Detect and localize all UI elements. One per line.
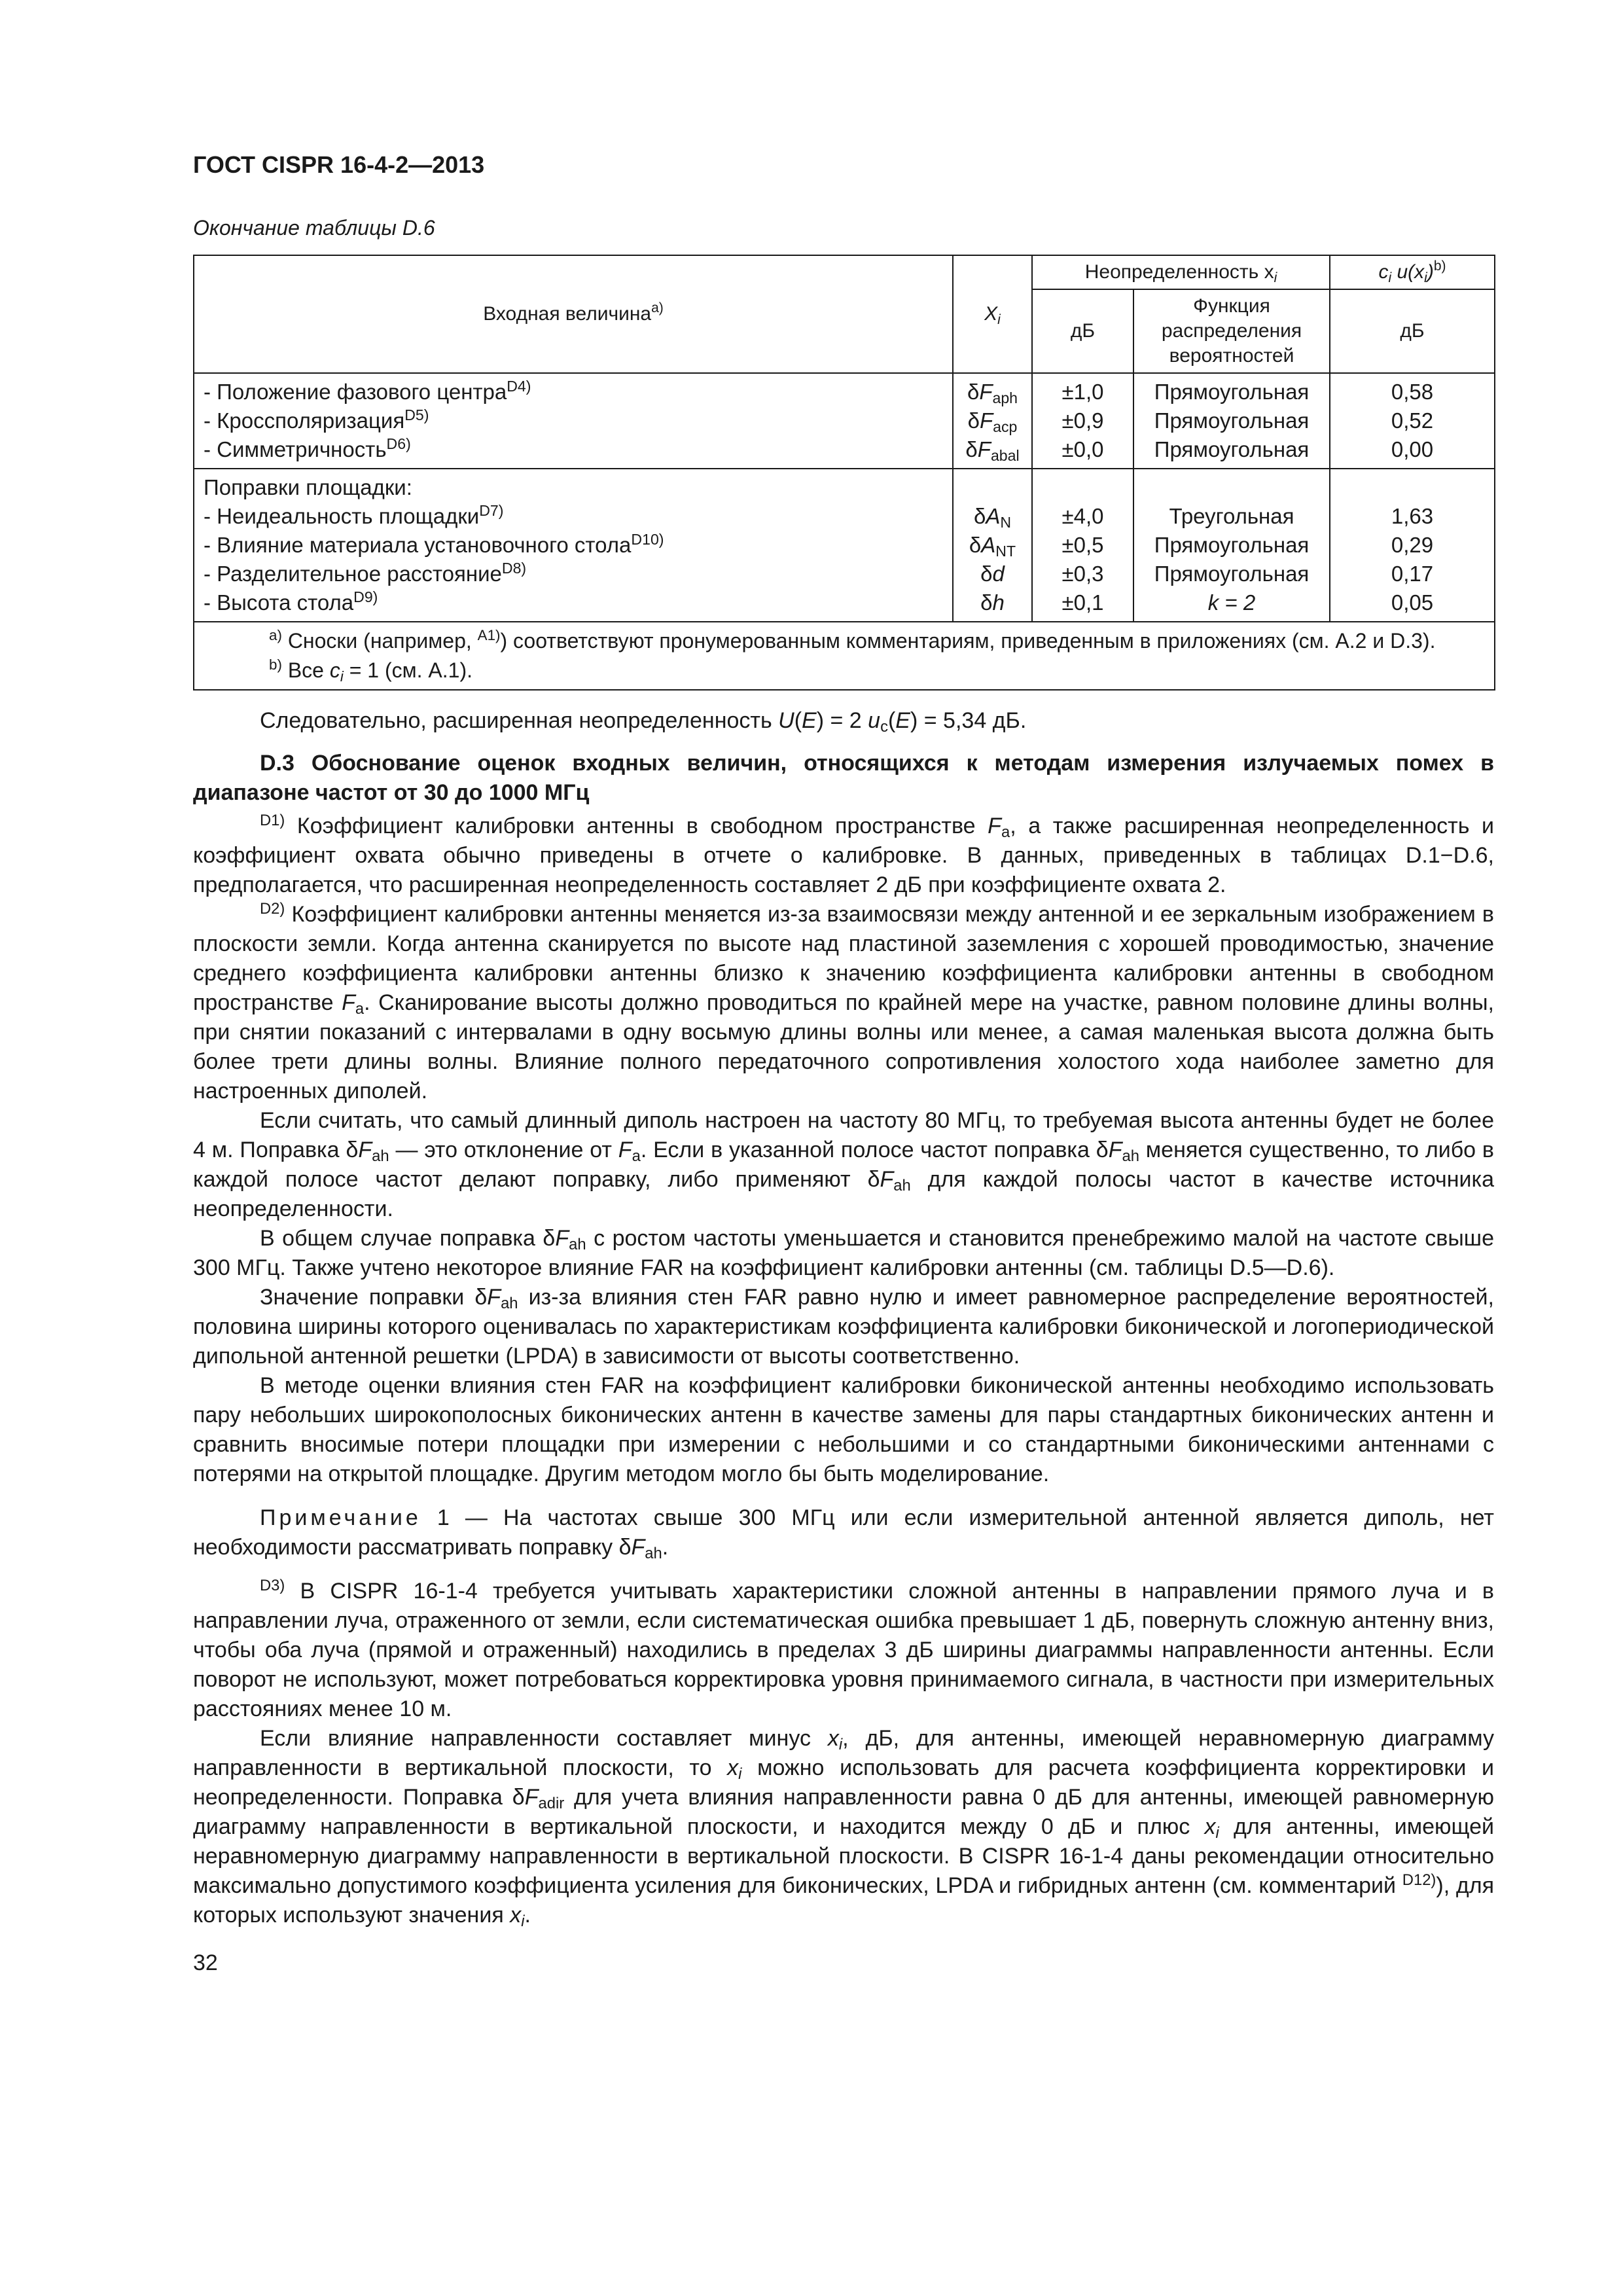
row-ci: 1,63 [1391, 504, 1434, 528]
row-value: ±1,0 [1061, 380, 1104, 404]
group2-ci [1330, 469, 1495, 622]
group1-ci [1330, 373, 1495, 469]
header-distribution: Функция распределения вероятностей [1133, 289, 1330, 373]
paragraph-dipole: Если считать, что самый длинный диполь настроен на частоту 80 МГц, то требуемая высота антенны будет не более 4 м. Поправка $\delta F_{ah}$ — это отклонение от $F_a$. Если в указанной полосе частот поправка $\delta F_{ah}$ меняется существенно, то либо в каждой полосе частот делают поправку, либо применяют $\delta F_{ah}$ для каждой полосы частот в качестве источника неопределенности. [193, 1108, 1494, 1221]
group2-labels [194, 469, 953, 622]
expanded-uncertainty-statement: Следовательно, расширенная неопределенность U(E) = 2 $u_c(E) = 5,34$ дБ. [260, 708, 1027, 736]
header-xi: $X_i$ [953, 255, 1032, 373]
table-row-group-site [194, 469, 1495, 622]
page-number: 32 [193, 1950, 218, 1975]
row-distribution: Прямоугольная [1154, 380, 1310, 404]
row-symbol: $\delta F_{aph}$ [967, 380, 1018, 406]
table-footnotes [194, 622, 1495, 690]
group-title: Поправки площадки: [204, 475, 412, 499]
paragraph-directivity: Если влияние направленности составляет минус $x_i$, дБ, для антенны, имеющей неравномерную диаграмму направленности в вертикальной плоскости, то $x_i$ можно использовать для расчета коэффициента корректировки и неопределенности. Поправка $\delta F_{adir}$ для учета влияния направленности равна 0 дБ для антенны, имеющей равномерную диаграмму направленности в вертикальной плоскости, и находится между 0 дБ и плюс $x_i$ для антенны, имеющей неравномерную диаграмму направленности в вертикальной плоскости. В CISPR 16-1-4 даны рекомендации относительно максимально допустимого коэффициента усиления для биконических, LPDA и гибридных антенн (см. комментарий $^{D12)}$), для которых используют значения $x_i$. [193, 1726, 1494, 1930]
header-input: Входная величина$^{a)}$ [194, 255, 953, 373]
header-db-ci: дБ [1330, 289, 1495, 373]
header-ciu: $c_i$ $u(x_i)^{b)}$ [1330, 255, 1495, 289]
group1-distributions [1133, 373, 1330, 469]
header-db: дБ [1032, 289, 1133, 373]
row-ci: 0,05 [1391, 590, 1434, 615]
row-value: ±0,0 [1061, 437, 1104, 461]
row-ci: 0,52 [1391, 408, 1434, 433]
row-value: ±0,1 [1061, 590, 1104, 615]
section-heading-d3: D.3 Обоснование оценок входных величин, относящихся к методам измерения излучаемых помех в диапазоне частот от 30 до 1000 МГц [193, 751, 1494, 805]
row-value: ±0,5 [1061, 533, 1104, 557]
row-symbol: δd [980, 562, 1005, 586]
row-distribution: k = 2 [1207, 590, 1256, 615]
footnote-a: $^{a)}$ Сноски (например, $^{A1)}$) соответствуют пронумерованным комментариям, приведенным в приложениях (см. A.2 и D.3). [269, 627, 1436, 653]
row-label: - Кроссполяризация$^{D5)}$ [204, 406, 429, 433]
row-distribution: Прямоугольная [1154, 562, 1310, 586]
comment-d1: $^{D1)}$ Коэффициент калибровки антенны в свободном пространстве $F_a$, а также расширенная неопределенность и коэффициент охвата обычно приведены в отчете о калибровке. В данных, приведенных в таблицах D.1−D.6, предполагается, что расширенная неопределенность составляет 2 дБ при коэффициенте охвата 2. [193, 812, 1494, 897]
row-label: - Влияние материала установочного стола$^{D10)}$ [204, 531, 664, 557]
row-ci: 0,17 [1391, 562, 1434, 586]
document-page [193, 149, 1494, 1978]
row-ci: 0,00 [1391, 437, 1434, 461]
comment-d3: $^{D3)}$ В CISPR 16-1-4 требуется учитывать характеристики сложной антенны в направлении прямого луча и в направлении луча, отраженного от земли, если систематическая ошибка превышает 1 дБ, повернуть сложную антенну вниз, чтобы оба луча (прямой и отраженный) находились в пределах 3 дБ ширины диаграммы направленности антенны. Если поворот не используют, может потребоваться корректировка уровня принимаемого сигнала, в частности при измерительных расстояниях менее 10 м. [193, 1577, 1494, 1721]
group2-distributions [1133, 469, 1330, 622]
header-uncertainty: Неопределенность $x_i$ [1032, 255, 1330, 289]
row-symbol: $\delta A_{NT}$ [969, 533, 1016, 560]
table-footnotes-row [194, 622, 1495, 690]
group2-values [1032, 469, 1133, 622]
row-symbol: $\delta F_{acp}$ [967, 408, 1018, 435]
group1-symbols [953, 373, 1032, 469]
paragraph-method: В методе оценки влияния стен FAR на коэффициент калибровки биконической антенны необходимо использовать пару небольших широкополосных биконических антенн в качестве замены для пары стандартных биконических антенн и сравнить вносимые потери площадки при измерении с небольшими и со стандартными биконическими антеннами с потерями на открытой площадке. Другим методом могло бы быть моделирование. [193, 1373, 1494, 1486]
row-label: - Неидеальность площадки$^{D7)}$ [204, 502, 504, 528]
row-distribution: Прямоугольная [1154, 533, 1310, 557]
row-value: ±0,3 [1061, 562, 1104, 586]
row-symbol: δh [980, 590, 1005, 615]
row-label: - Симметричность$^{D6)}$ [204, 435, 411, 461]
row-symbol: $\delta A_N$ [973, 504, 1012, 531]
comment-d2: $^{D2)}$ Коэффициент калибровки антенны меняется из-за взаимосвязи между антенной и ее зеркальным изображением в плоскости земли. Когда антенна сканируется по высоте над пластиной заземления с хорошей проводимостью, значение среднего коэффициента калибровки антенны близко к значению коэффициента калибровки антенны в свободном пространстве $F_a$. Сканирование высоты должно проводиться по крайней мере на участке, равном половине длины волны, при снятии показаний с интервалами в одну восьмую длины волны или менее, а самая маленькая высота должна быть более трети длины волны. Влияние полного передаточного сопротивления холостого хода наиболее заметно для настроенных диполей. [193, 900, 1494, 1103]
row-distribution: Треугольная [1169, 504, 1294, 528]
footnote-b: $^{b)}$ Все $c_i = 1$ (см. A.1). [269, 656, 473, 685]
row-distribution: Прямоугольная [1154, 408, 1310, 433]
row-ci: 0,29 [1391, 533, 1434, 557]
table-caption: Окончание таблицы D.6 [193, 216, 435, 240]
paragraph-far: Значение поправки $\delta F_{ah}$ из-за влияния стен FAR равно нулю и имеет равномерное распределение вероятностей, половина ширины которого оценивалась по характеристикам коэффициента калибровки биконической и логопериодической дипольной антенной решетки (LPDA) в зависимости от высоты соответственно. [193, 1285, 1494, 1369]
row-label: - Высота стола$^{D9)}$ [204, 588, 378, 615]
note-1: Примечание 1 — На частотах свыше 300 МГц или если измерительной антенной является диполь, нет необходимости рассматривать поправку $\delta F_{ah}$. [193, 1505, 1494, 1562]
row-label: - Разделительное расстояние$^{D8)}$ [204, 560, 527, 586]
document-header: ГОСТ CISPR 16-4-2—2013 [193, 151, 485, 178]
group1-labels [194, 373, 953, 469]
group1-values [1032, 373, 1133, 469]
row-ci: 0,58 [1391, 380, 1434, 404]
row-distribution: Прямоугольная [1154, 437, 1310, 461]
row-value: ±0,9 [1061, 408, 1104, 433]
table-row-group-antenna [194, 373, 1495, 469]
row-symbol: $\delta F_{abal}$ [965, 437, 1020, 464]
uncertainty-table [193, 255, 1495, 691]
row-label: - Положение фазового центра$^{D4)}$ [204, 378, 531, 404]
group2-symbols [953, 469, 1032, 622]
paragraph-general: В общем случае поправка $\delta F_{ah}$ с ростом частоты уменьшается и становится пренебрежимо малой на частоте свыше 300 МГц. Также учтено некоторое влияние FAR на коэффициент калибровки антенны (см. таблицы D.5—D.6). [193, 1226, 1494, 1280]
row-value: ±4,0 [1061, 504, 1104, 528]
